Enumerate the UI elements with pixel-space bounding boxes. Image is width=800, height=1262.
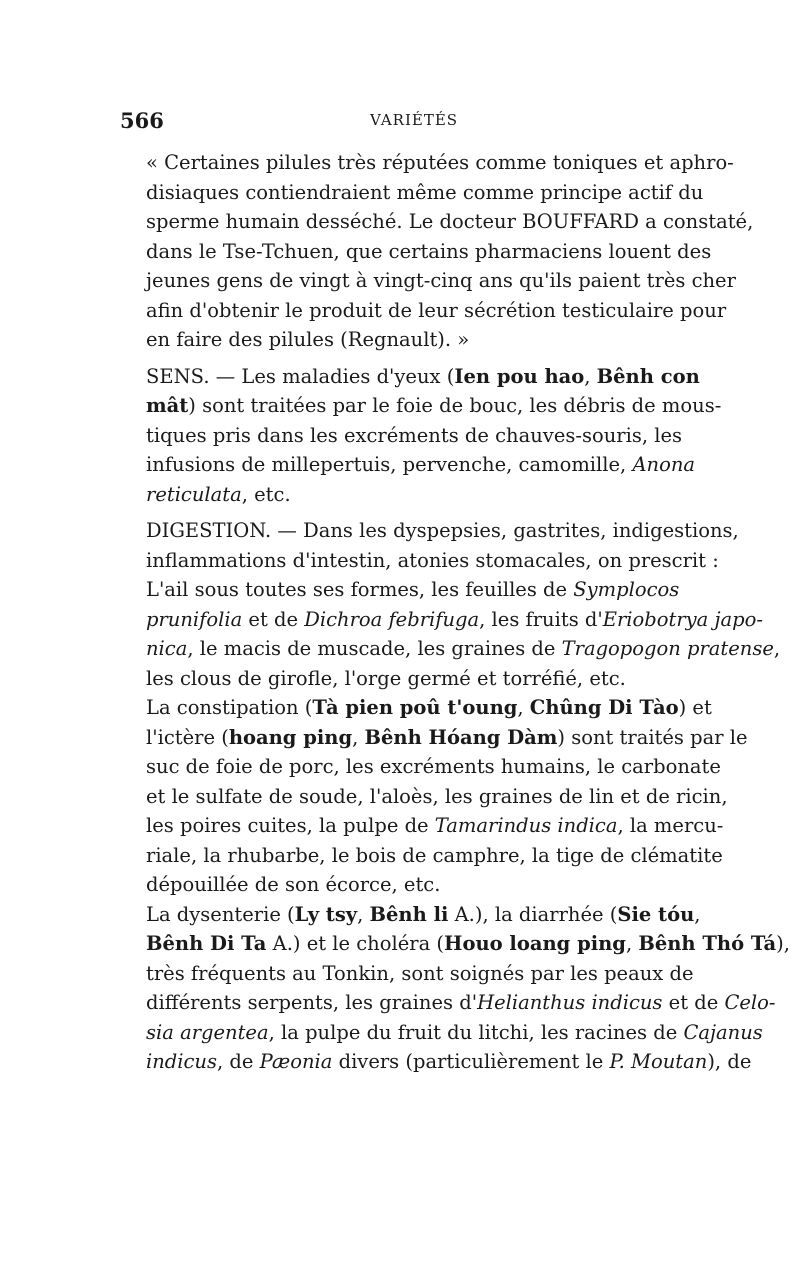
text-line: nica, le macis de muscade, les graines de Tragopogon pratense, — [146, 637, 781, 660]
paragraph-dysenterie — [120, 900, 790, 1077]
text-line: afin d'obtenir le produit de leur sécrétion testiculaire pour — [146, 298, 727, 322]
text-line: riale, la rhubarbe, le bois de camphre, la tige de clématite — [146, 843, 723, 867]
page-number: 566 — [120, 108, 164, 133]
text-line: « Certaines pilules très réputées comme toniques et aphro- — [146, 151, 734, 174]
text-line: La constipation (Tà pien poû t'oung, Chûng Di Tào) et — [146, 696, 712, 719]
text-line: sperme humain desséché. Le docteur BOUFFARD a constaté, — [146, 210, 754, 233]
text-line: inflammations d'intestin, atonies stomacales, on prescrit : — [146, 548, 719, 572]
paragraph-constipation — [120, 693, 748, 900]
text-line: très fréquents au Tonkin, sont soignés par les peaux de — [146, 961, 694, 985]
paragraph-digestion — [120, 516, 739, 575]
text-line: infusions de millepertuis, pervenche, camomille, Anona — [146, 453, 696, 476]
text-line: sia argentea, la pulpe du fruit du litchi, les racines de Cajanus — [146, 1020, 763, 1044]
text-line: dépouillée de son écorce, etc. — [146, 873, 441, 896]
text-line: tiques pris dans les excréments de chauves-souris, les — [146, 423, 683, 447]
text-line: dans le Tse-Tchuen, que certains pharmaciens louent des — [146, 239, 712, 263]
text-line: prunifolia et de Dichroa febrifuga, les fruits d'Eriobotrya japo- — [146, 607, 763, 631]
text-line: L'ail sous toutes ses formes, les feuilles de Symplocos — [146, 578, 680, 601]
text-line: en faire des pilules (Regnault). » — [146, 328, 470, 351]
text-line: et le sulfate de soude, l'aloès, les graines de lin et de ricin, — [146, 784, 728, 808]
text-line: différents serpents, les graines d'Helianthus indicus et de Celo- — [146, 991, 776, 1014]
text-line: indicus, de Pæonia divers (particulièrement le P. Moutan), de — [146, 1050, 752, 1073]
text-line: les clous de girofle, l'orge germé et torréfié, etc. — [146, 666, 626, 690]
text-line: mât) sont traitées par le foie de bouc, les débris de mous- — [146, 394, 722, 417]
text-line: reticulata, etc. — [146, 482, 291, 506]
text-line: suc de foie de porc, les excréments humains, le carbonate — [146, 755, 721, 778]
paragraph-sens — [120, 362, 722, 510]
text-line: l'ictère (hoang ping, Bênh Hóang Dàm) sont traités par le — [146, 725, 748, 749]
text-line: jeunes gens de vingt à vingt-cinq ans qu'ils paient très cher — [146, 269, 736, 292]
running-head — [120, 108, 680, 136]
text-line: les poires cuites, la pulpe de Tamarindus indica, la mercu- — [146, 814, 724, 837]
running-title: VARIÉTÉS — [370, 111, 459, 129]
paragraph-ail — [120, 575, 781, 693]
text-line: Bênh Di Ta A.) et le choléra (Houo loang ping, Bênh Thó Tá), — [146, 932, 790, 955]
body-text — [120, 148, 790, 1077]
text-line: La dysenterie (Ly tsy, Bênh li A.), la diarrhée (Sie tóu, — [146, 902, 701, 926]
text-line: SENS. — Les maladies d'yeux (Ien pou hao, Bênh con — [146, 364, 700, 388]
text-line: DIGESTION. — Dans les dyspepsies, gastrites, indigestions, — [146, 519, 739, 542]
text-line: disiaques contiendraient même comme principe actif du — [146, 180, 704, 204]
paragraph-quotation — [120, 148, 754, 355]
